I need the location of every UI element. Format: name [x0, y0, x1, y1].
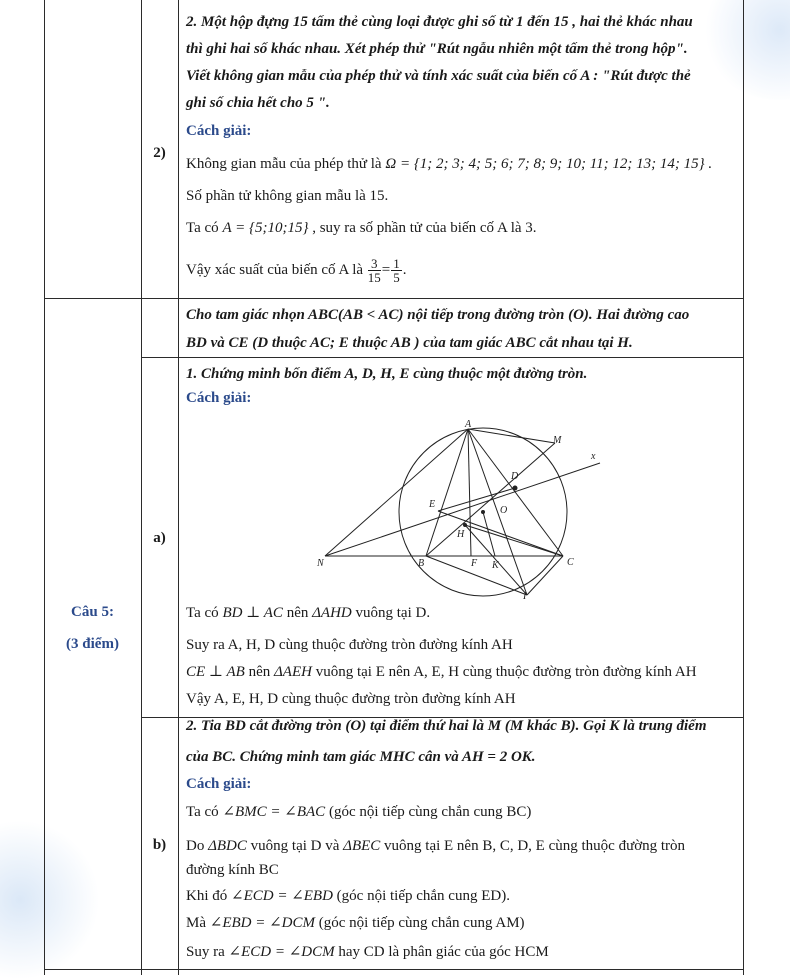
point-o	[481, 510, 485, 514]
solution-line: Ta có A = {5;10;15} , suy ra số phần tử của biến cố A là 3.	[186, 220, 537, 236]
label-e: E	[429, 499, 436, 510]
geometry-figure	[305, 415, 605, 600]
label-d: D	[511, 471, 519, 482]
label-n: N	[317, 558, 324, 569]
row-divider	[44, 969, 744, 970]
solution-line: đường kính BC	[186, 862, 279, 878]
solution-line: Suy ra ∠ECD = ∠DCM hay CD là phân giác của góc HCM	[186, 944, 549, 960]
solution-line: Vậy A, E, H, D cùng thuộc đường tròn đường kính AH	[186, 691, 516, 707]
solution-line: Ta có BD ⊥ AC nên ΔAHD vuông tại D.	[186, 605, 431, 621]
solution-line: Mà ∠EBD = ∠DCM (góc nội tiếp cùng chắn cung AM)	[186, 915, 525, 931]
part-label: a)	[153, 530, 166, 546]
label-x: x	[591, 451, 596, 462]
solution-line: Do ΔBDC vuông tại D và ΔBEC vuông tại E nên B, C, D, E cùng thuộc đường tròn	[186, 838, 686, 854]
table-border-right	[743, 0, 744, 975]
prompt-line: 2. Tia BD cắt đường tròn (O) tại điểm thứ hai là M (M khác B). Gọi K là trung điểm	[186, 718, 707, 734]
fraction: $\frac{3}{15}$	[367, 256, 381, 285]
solution-heading: Cách giải:	[186, 123, 252, 139]
question-points: (3 điểm)	[66, 636, 119, 652]
problem-line: BD và CE (D thuộc AC; E thuộc AB ) của tam giác ABC cắt nhau tại H.	[186, 335, 633, 351]
label-h: H	[457, 529, 465, 540]
part-label: 2)	[153, 145, 166, 161]
fraction: $\frac{1}{5}$	[393, 256, 400, 285]
solution-line: Số phần tử không gian mẫu là 15.	[186, 188, 389, 204]
label-c: C	[567, 557, 574, 568]
row-divider	[141, 357, 744, 358]
prompt-line: Viết không gian mẫu của phép thử và tính xác suất của biến cố A : "Rút được thẻ	[186, 68, 691, 84]
label-k: K	[492, 560, 499, 571]
solution-line: Không gian mẫu của phép thử là Ω = {1; 2; 3; 4; 5; 6; 7; 8; 9; 10; 11; 12; 13; 14; 15} .	[186, 156, 713, 172]
event-set-formula: A = {5;10;15}	[222, 220, 309, 236]
label-o: O	[500, 505, 508, 516]
prompt-line: ghi số chia hết cho 5 ".	[186, 95, 330, 111]
solution-line: Suy ra A, H, D cùng thuộc đường tròn đường kính AH	[186, 637, 513, 653]
solution-line: Khi đó ∠ECD = ∠EBD (góc nội tiếp chắn cung ED).	[186, 888, 510, 904]
probability-line: Vậy xác suất của biến cố A là $\frac{3}{15}$ = $\frac{1}{5}$ .	[186, 256, 407, 285]
sample-space-formula: Ω = {1; 2; 3; 4; 5; 6; 7; 8; 9; 10; 11; 12; 13; 14; 15} .	[385, 156, 713, 172]
solution-heading: Cách giải:	[186, 390, 252, 406]
prompt-line: thì ghi hai số khác nhau. Xét phép thử "Rút ngẫu nhiên một tấm thẻ trong hộp".	[186, 41, 688, 57]
label-f: F	[471, 558, 478, 569]
solution-heading: Cách giải:	[186, 776, 252, 792]
label-a: A	[465, 419, 472, 430]
label-i: I	[523, 591, 527, 600]
point-d	[513, 486, 518, 491]
prompt-line: 1. Chứng minh bốn điểm A, D, H, E cùng thuộc một đường tròn.	[186, 366, 588, 382]
solution-line: Ta có ∠BMC = ∠BAC (góc nội tiếp cùng chắn cung BC)	[186, 804, 532, 820]
point-h	[463, 523, 467, 527]
label-b: B	[418, 558, 425, 569]
problem-line: Cho tam giác nhọn ABC(AB < AC) nội tiếp trong đường tròn (O). Hai đường cao	[186, 307, 690, 323]
part-label: b)	[152, 837, 167, 853]
row-divider	[44, 298, 744, 299]
table-divider-content	[178, 0, 179, 975]
solution-line: CE ⊥ AB nên ΔAEH vuông tại E nên A, E, H cùng thuộc đường tròn đường kính AH	[186, 664, 697, 680]
label-m: M	[553, 435, 562, 446]
table-border-left	[44, 0, 45, 975]
prompt-line: 2. Một hộp đựng 15 tấm thẻ cùng loại được ghi số từ 1 đến 15 , hai thẻ khác nhau	[186, 14, 693, 30]
question-label: Câu 5:	[71, 604, 114, 620]
prompt-line: của BC. Chứng minh tam giác MHC cân và AH = 2 OK.	[186, 749, 536, 765]
